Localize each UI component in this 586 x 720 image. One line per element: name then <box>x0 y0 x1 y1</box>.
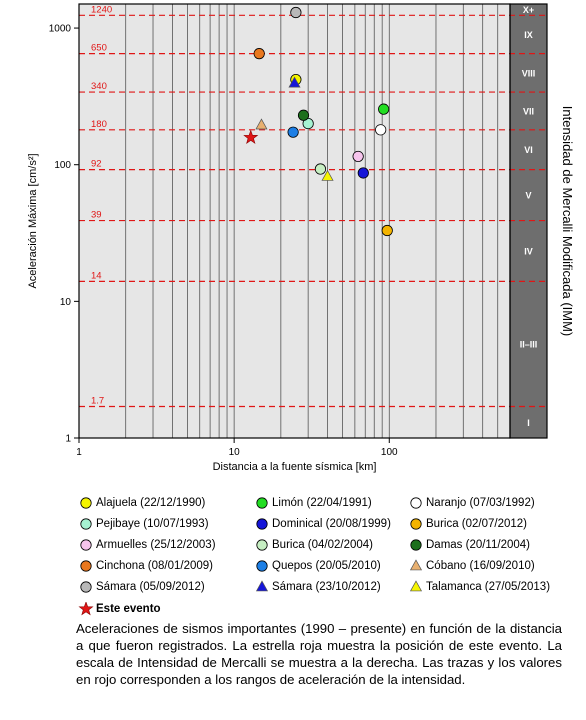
legend-marker <box>78 538 94 552</box>
legend-label: Este evento <box>96 603 161 615</box>
legend-marker <box>254 538 270 552</box>
legend-label: Damas (20/11/2004) <box>426 539 530 551</box>
legend-label: Sámara (23/10/2012) <box>272 581 381 593</box>
y-tick-label: 10 <box>59 296 71 308</box>
threshold-label: 180 <box>91 118 107 130</box>
intensity-band-label: VI <box>524 145 533 156</box>
right-axis-label: Intensidad de Mercalli Modificada (IMM) <box>560 105 575 337</box>
data-point <box>81 561 91 571</box>
data-point <box>81 540 91 550</box>
legend-label: Quepos (20/05/2010) <box>272 560 381 572</box>
legend-label: Burica (04/02/2004) <box>272 539 374 551</box>
legend-label: Sámara (05/09/2012) <box>96 581 205 593</box>
legend-marker <box>254 496 270 510</box>
x-tick-label: 10 <box>228 447 240 458</box>
legend-label: Cóbano (16/09/2010) <box>426 560 535 572</box>
threshold-label: 650 <box>91 42 107 54</box>
legend-label: Armuelles (25/12/2003) <box>96 539 216 551</box>
intensity-band-label: I <box>527 417 530 428</box>
y-tick-label: 1000 <box>48 23 71 35</box>
intensity-band-label: II–III <box>519 339 538 350</box>
intensity-band-label: X+ <box>522 5 535 16</box>
data-point <box>411 560 422 570</box>
data-point <box>298 110 308 120</box>
threshold-label: 1240 <box>91 4 113 16</box>
legend-marker <box>254 580 270 594</box>
data-point <box>81 582 91 592</box>
legend-label: Talamanca (27/05/2013) <box>426 581 551 593</box>
legend-marker <box>78 517 94 531</box>
x-tick-label: 100 <box>380 447 398 458</box>
intensity-band-label: VII <box>522 106 535 117</box>
legend-marker <box>254 559 270 573</box>
legend-marker <box>78 580 94 594</box>
x-tick-label: 1 <box>76 447 82 458</box>
data-point <box>257 540 267 550</box>
legend-marker <box>408 580 424 594</box>
intensity-band-label: IV <box>524 246 533 257</box>
data-point-star <box>79 602 92 615</box>
legend-marker <box>78 602 94 616</box>
y-tick-label: 100 <box>54 160 71 172</box>
legend-label: Pejibaye (10/07/1993) <box>96 518 209 530</box>
legend-marker <box>408 538 424 552</box>
legend-marker <box>408 559 424 573</box>
legend-marker <box>408 517 424 531</box>
legend-marker <box>78 559 94 573</box>
data-point <box>257 581 268 591</box>
data-point <box>378 104 388 114</box>
legend-label: Dominical (20/08/1999) <box>272 518 391 530</box>
threshold-label: 39 <box>91 209 102 221</box>
legend-marker <box>408 496 424 510</box>
legend-label: Alajuela (22/12/1990) <box>96 497 206 509</box>
y-axis-label: Aceleración Máxima [cm/s²] <box>27 153 39 289</box>
legend-marker <box>78 496 94 510</box>
threshold-label: 1.7 <box>91 395 105 407</box>
data-point <box>254 48 264 58</box>
intensity-band-label: V <box>525 190 532 201</box>
legend-label: Burica (02/07/2012) <box>426 518 528 530</box>
data-point <box>375 125 385 135</box>
caption: Aceleraciones de sismos importantes (1990 – presente) en función de la distancia a que fueron registrados. La estrella roja muestra la posición de este evento. La escala de Intensidad de Mercalli se muestra a la derecha. Las trazas y los valores en rojo corresponden a los rangos de aceleración de la intensidad. <box>76 621 562 687</box>
data-point <box>257 561 267 571</box>
data-point <box>291 7 301 17</box>
legend-label: Limón (22/04/1991) <box>272 497 372 509</box>
data-point <box>358 168 368 178</box>
threshold-label: 92 <box>91 158 102 170</box>
data-point <box>81 498 91 508</box>
threshold-label: 340 <box>91 81 107 93</box>
data-point <box>411 581 422 591</box>
x-axis-label: Distancia a la fuente sísmica [km] <box>212 461 377 473</box>
legend-label: Cinchona (08/01/2009) <box>96 560 213 572</box>
legend-marker <box>254 517 270 531</box>
data-point <box>382 225 392 235</box>
data-point <box>257 519 267 529</box>
intensity-band-label: VIII <box>521 68 536 79</box>
data-point <box>257 498 267 508</box>
data-point <box>315 164 325 174</box>
data-point <box>353 151 363 161</box>
data-point <box>411 540 421 550</box>
threshold-label: 14 <box>91 270 102 282</box>
legend-label: Naranjo (07/03/1992) <box>426 497 535 509</box>
data-point <box>411 519 421 529</box>
intensity-band-label: IX <box>524 29 533 40</box>
data-point <box>288 127 298 137</box>
data-point <box>81 519 91 529</box>
data-point <box>411 498 421 508</box>
y-tick-label: 1 <box>65 433 71 445</box>
